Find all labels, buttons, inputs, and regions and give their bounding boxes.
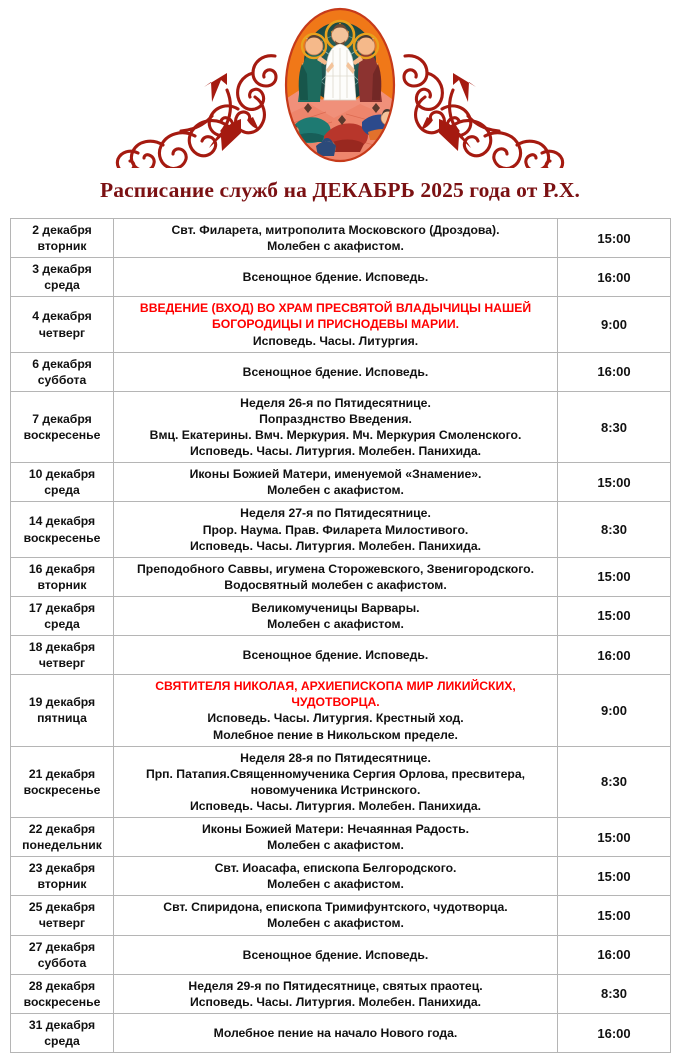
service-date-day: 10 декабря	[28, 467, 96, 482]
service-description-line: Иконы Божией Матери, именуемой «Знамение».	[189, 467, 482, 482]
table-row	[11, 557, 671, 596]
service-date-day: 2 декабря	[32, 223, 92, 237]
service-time-cell: 15:00	[558, 557, 671, 596]
transfiguration-icon	[276, 4, 404, 166]
service-date-weekday: четверг	[38, 656, 86, 671]
schedule-table-body	[11, 219, 671, 1053]
service-date-cell	[11, 896, 114, 935]
table-row	[11, 974, 671, 1013]
schedule-table-wrapper	[10, 218, 670, 1053]
service-date-day: 3 декабря	[32, 262, 92, 277]
service-date-cell	[11, 463, 114, 502]
service-description-line: Всенощное бдение. Исповедь.	[242, 364, 429, 379]
service-date-weekday: среда	[44, 616, 80, 631]
feast-title-line: БОГОРОДИЦЫ И ПРИСНОДЕВЫ МАРИИ.	[211, 317, 460, 332]
table-row	[11, 1013, 671, 1052]
service-time-cell: 16:00	[558, 935, 671, 974]
service-description-cell	[114, 896, 558, 935]
service-date-weekday: четверг	[38, 325, 86, 340]
service-description-line: Исповедь. Часы. Литургия. Молебен. Панихида.	[189, 538, 482, 553]
service-time-cell: 16:00	[558, 258, 671, 297]
service-time-cell: 8:30	[558, 502, 671, 557]
service-description-cell	[114, 297, 558, 352]
service-date-day: 27 декабря	[28, 939, 96, 954]
service-date-cell	[11, 675, 114, 746]
service-date-weekday: воскресенье	[23, 428, 101, 443]
service-description-line: Преподобного Саввы, игумена Сторожевского, Звенигородского.	[137, 561, 534, 576]
service-date-weekday: суббота	[37, 955, 87, 970]
service-date-day: 19 декабря	[28, 695, 96, 710]
service-description-cell	[114, 219, 558, 258]
table-row	[11, 297, 671, 352]
service-date-cell	[11, 857, 114, 896]
service-time-cell: 8:30	[558, 974, 671, 1013]
service-date-cell	[11, 1013, 114, 1052]
feast-title-line: ЧУДОТВОРЦА.	[291, 695, 380, 710]
table-row	[11, 746, 671, 817]
service-date-day: 16 декабря	[28, 561, 96, 576]
service-date-day: 31 декабря	[28, 1017, 96, 1032]
service-date-weekday: среда	[44, 1034, 80, 1049]
service-description-cell	[114, 391, 558, 462]
service-description-line: Молебен с акафистом.	[267, 239, 404, 254]
service-date-cell	[11, 596, 114, 635]
schedule-table	[10, 218, 671, 1053]
ornament-flourish-right-icon	[398, 50, 573, 168]
service-time-cell: 15:00	[558, 596, 671, 635]
service-date-weekday: среда	[44, 483, 80, 498]
service-description-line: Прор. Наума. Прав. Филарета Милостивого.	[202, 522, 469, 537]
service-description-cell	[114, 974, 558, 1013]
service-time-cell: 8:30	[558, 391, 671, 462]
service-description-cell	[114, 352, 558, 391]
service-description-cell	[114, 857, 558, 896]
service-date-weekday: пятница	[37, 711, 87, 726]
service-description-line: Исповедь. Часы. Литургия.	[252, 333, 419, 348]
table-row	[11, 463, 671, 502]
service-date-cell	[11, 974, 114, 1013]
service-date-cell	[11, 746, 114, 817]
service-time-cell: 15:00	[558, 818, 671, 857]
service-description-line: Всенощное бдение. Исповедь.	[242, 270, 429, 285]
service-date-weekday: вторник	[37, 877, 87, 892]
service-description-line: Всенощное бдение. Исповедь.	[242, 947, 429, 962]
service-date-day: 25 декабря	[28, 900, 96, 915]
service-date-cell	[11, 502, 114, 557]
service-description-line: Молебное пение на начало Нового года.	[213, 1025, 458, 1040]
service-date-weekday: четверг	[38, 916, 86, 931]
service-date-weekday: суббота	[37, 372, 87, 387]
service-time-cell: 16:00	[558, 352, 671, 391]
table-row	[11, 502, 671, 557]
page-title: Расписание служб на ДЕКАБРЬ 2025 года от Р.Х.	[99, 178, 580, 202]
service-time-cell: 15:00	[558, 219, 671, 258]
service-description-line: Молебен с акафистом.	[267, 877, 404, 892]
service-time-cell: 15:00	[558, 463, 671, 502]
service-date-day: 23 декабря	[28, 861, 96, 876]
service-description-cell	[114, 502, 558, 557]
service-date-day: 4 декабря	[32, 309, 92, 324]
service-time-cell: 9:00	[558, 675, 671, 746]
service-date-cell	[11, 636, 114, 675]
table-row	[11, 219, 671, 258]
service-description-line: Молебен с акафистом.	[267, 838, 404, 853]
service-description-line: Неделя 27-я по Пятидесятнице.	[240, 506, 431, 521]
service-date-day: 18 декабря	[28, 640, 96, 655]
service-date-cell	[11, 219, 114, 258]
service-description-line: Молебен с акафистом.	[267, 916, 404, 931]
service-date-cell	[11, 818, 114, 857]
table-row	[11, 352, 671, 391]
service-date-weekday: среда	[44, 278, 80, 293]
service-date-cell	[11, 391, 114, 462]
service-description-cell	[114, 596, 558, 635]
table-row	[11, 258, 671, 297]
service-date-weekday: воскресенье	[23, 994, 101, 1009]
service-description-line: Всенощное бдение. Исповедь.	[242, 648, 429, 663]
service-description-line: Исповедь. Часы. Литургия. Молебен. Панихида.	[189, 798, 482, 813]
table-row	[11, 636, 671, 675]
service-description-line: Свт. Спиридона, епископа Тримифунтского, чудотворца.	[163, 900, 508, 915]
service-date-day: 28 декабря	[28, 978, 96, 993]
service-date-cell	[11, 557, 114, 596]
service-date-weekday: воскресенье	[23, 530, 101, 545]
service-time-cell: 8:30	[558, 746, 671, 817]
service-description-cell	[114, 935, 558, 974]
header-banner	[0, 0, 680, 172]
service-description-line: Исповедь. Часы. Литургия. Крестный ход.	[207, 711, 464, 726]
service-date-weekday: понедельник	[22, 838, 102, 853]
service-date-day: 21 декабря	[28, 766, 96, 781]
service-description-cell	[114, 636, 558, 675]
service-date-cell	[11, 258, 114, 297]
service-time-cell: 15:00	[558, 896, 671, 935]
feast-title-line: ВВЕДЕНИЕ (ВХОД) ВО ХРАМ ПРЕСВЯТОЙ ВЛАДЫЧИЦЫ НАШЕЙ	[139, 301, 532, 316]
table-row	[11, 857, 671, 896]
service-description-line: Молебен с акафистом.	[267, 483, 404, 498]
service-description-line: Попразднство Введения.	[259, 411, 412, 426]
service-date-day: 17 декабря	[28, 600, 96, 615]
service-description-line: Исповедь. Часы. Литургия. Молебен. Панихида.	[189, 444, 482, 459]
service-description-cell	[114, 463, 558, 502]
service-description-line: Молебен с акафистом.	[267, 616, 404, 631]
service-description-line: Свт. Филарета, митрополита Московского (Дроздова).	[171, 223, 500, 237]
service-date-day: 22 декабря	[28, 822, 96, 836]
service-description-line: Свт. Иоасафа, епископа Белгородского.	[214, 861, 457, 876]
service-description-cell	[114, 258, 558, 297]
service-date-day: 7 декабря	[32, 411, 92, 426]
service-description-line: Иконы Божией Матери: Нечаянная Радость.	[202, 822, 469, 836]
table-row	[11, 896, 671, 935]
service-date-cell	[11, 935, 114, 974]
service-description-line: Неделя 28-я по Пятидесятнице.	[240, 750, 431, 765]
service-date-weekday: воскресенье	[23, 782, 101, 797]
service-description-line: Великомученицы Варвары.	[251, 600, 420, 615]
service-time-cell: 15:00	[558, 857, 671, 896]
service-description-line: Исповедь. Часы. Литургия. Молебен. Панихида.	[189, 994, 482, 1009]
service-time-cell: 16:00	[558, 636, 671, 675]
service-description-line: Прп. Патапия.Священномученика Сергия Орлова, пресвитера,	[145, 766, 526, 781]
service-description-line: Неделя 29-я по Пятидесятнице, святых праотец.	[188, 978, 483, 993]
table-row	[11, 935, 671, 974]
service-description-cell	[114, 818, 558, 857]
service-description-line: новомученика Истринского.	[250, 782, 421, 797]
feast-title-line: СВЯТИТЕЛЯ НИКОЛАЯ, АРХИЕПИСКОПА МИР ЛИКИЙСКИХ,	[155, 679, 516, 694]
service-time-cell: 9:00	[558, 297, 671, 352]
service-description-cell	[114, 675, 558, 746]
table-row	[11, 391, 671, 462]
table-row	[11, 596, 671, 635]
service-description-line: Водосвятный молебен с акафистом.	[224, 577, 447, 592]
service-date-day: 14 декабря	[28, 514, 96, 529]
service-date-weekday: вторник	[37, 577, 87, 592]
service-description-cell	[114, 746, 558, 817]
service-date-cell	[11, 352, 114, 391]
service-date-day: 6 декабря	[32, 356, 92, 371]
service-description-cell	[114, 1013, 558, 1052]
ornament-flourish-left-icon	[107, 50, 282, 168]
service-description-line: Неделя 26-я по Пятидесятнице.	[240, 395, 431, 410]
table-row	[11, 675, 671, 746]
service-time-cell: 16:00	[558, 1013, 671, 1052]
table-row	[11, 818, 671, 857]
service-date-weekday: вторник	[37, 239, 87, 254]
service-date-cell	[11, 297, 114, 352]
service-description-line: Вмц. Екатерины. Вмч. Меркурия. Мч. Меркурия Смоленского.	[149, 428, 522, 443]
service-description-line: Молебное пение в Никольском пределе.	[213, 727, 458, 742]
service-description-cell	[114, 557, 558, 596]
